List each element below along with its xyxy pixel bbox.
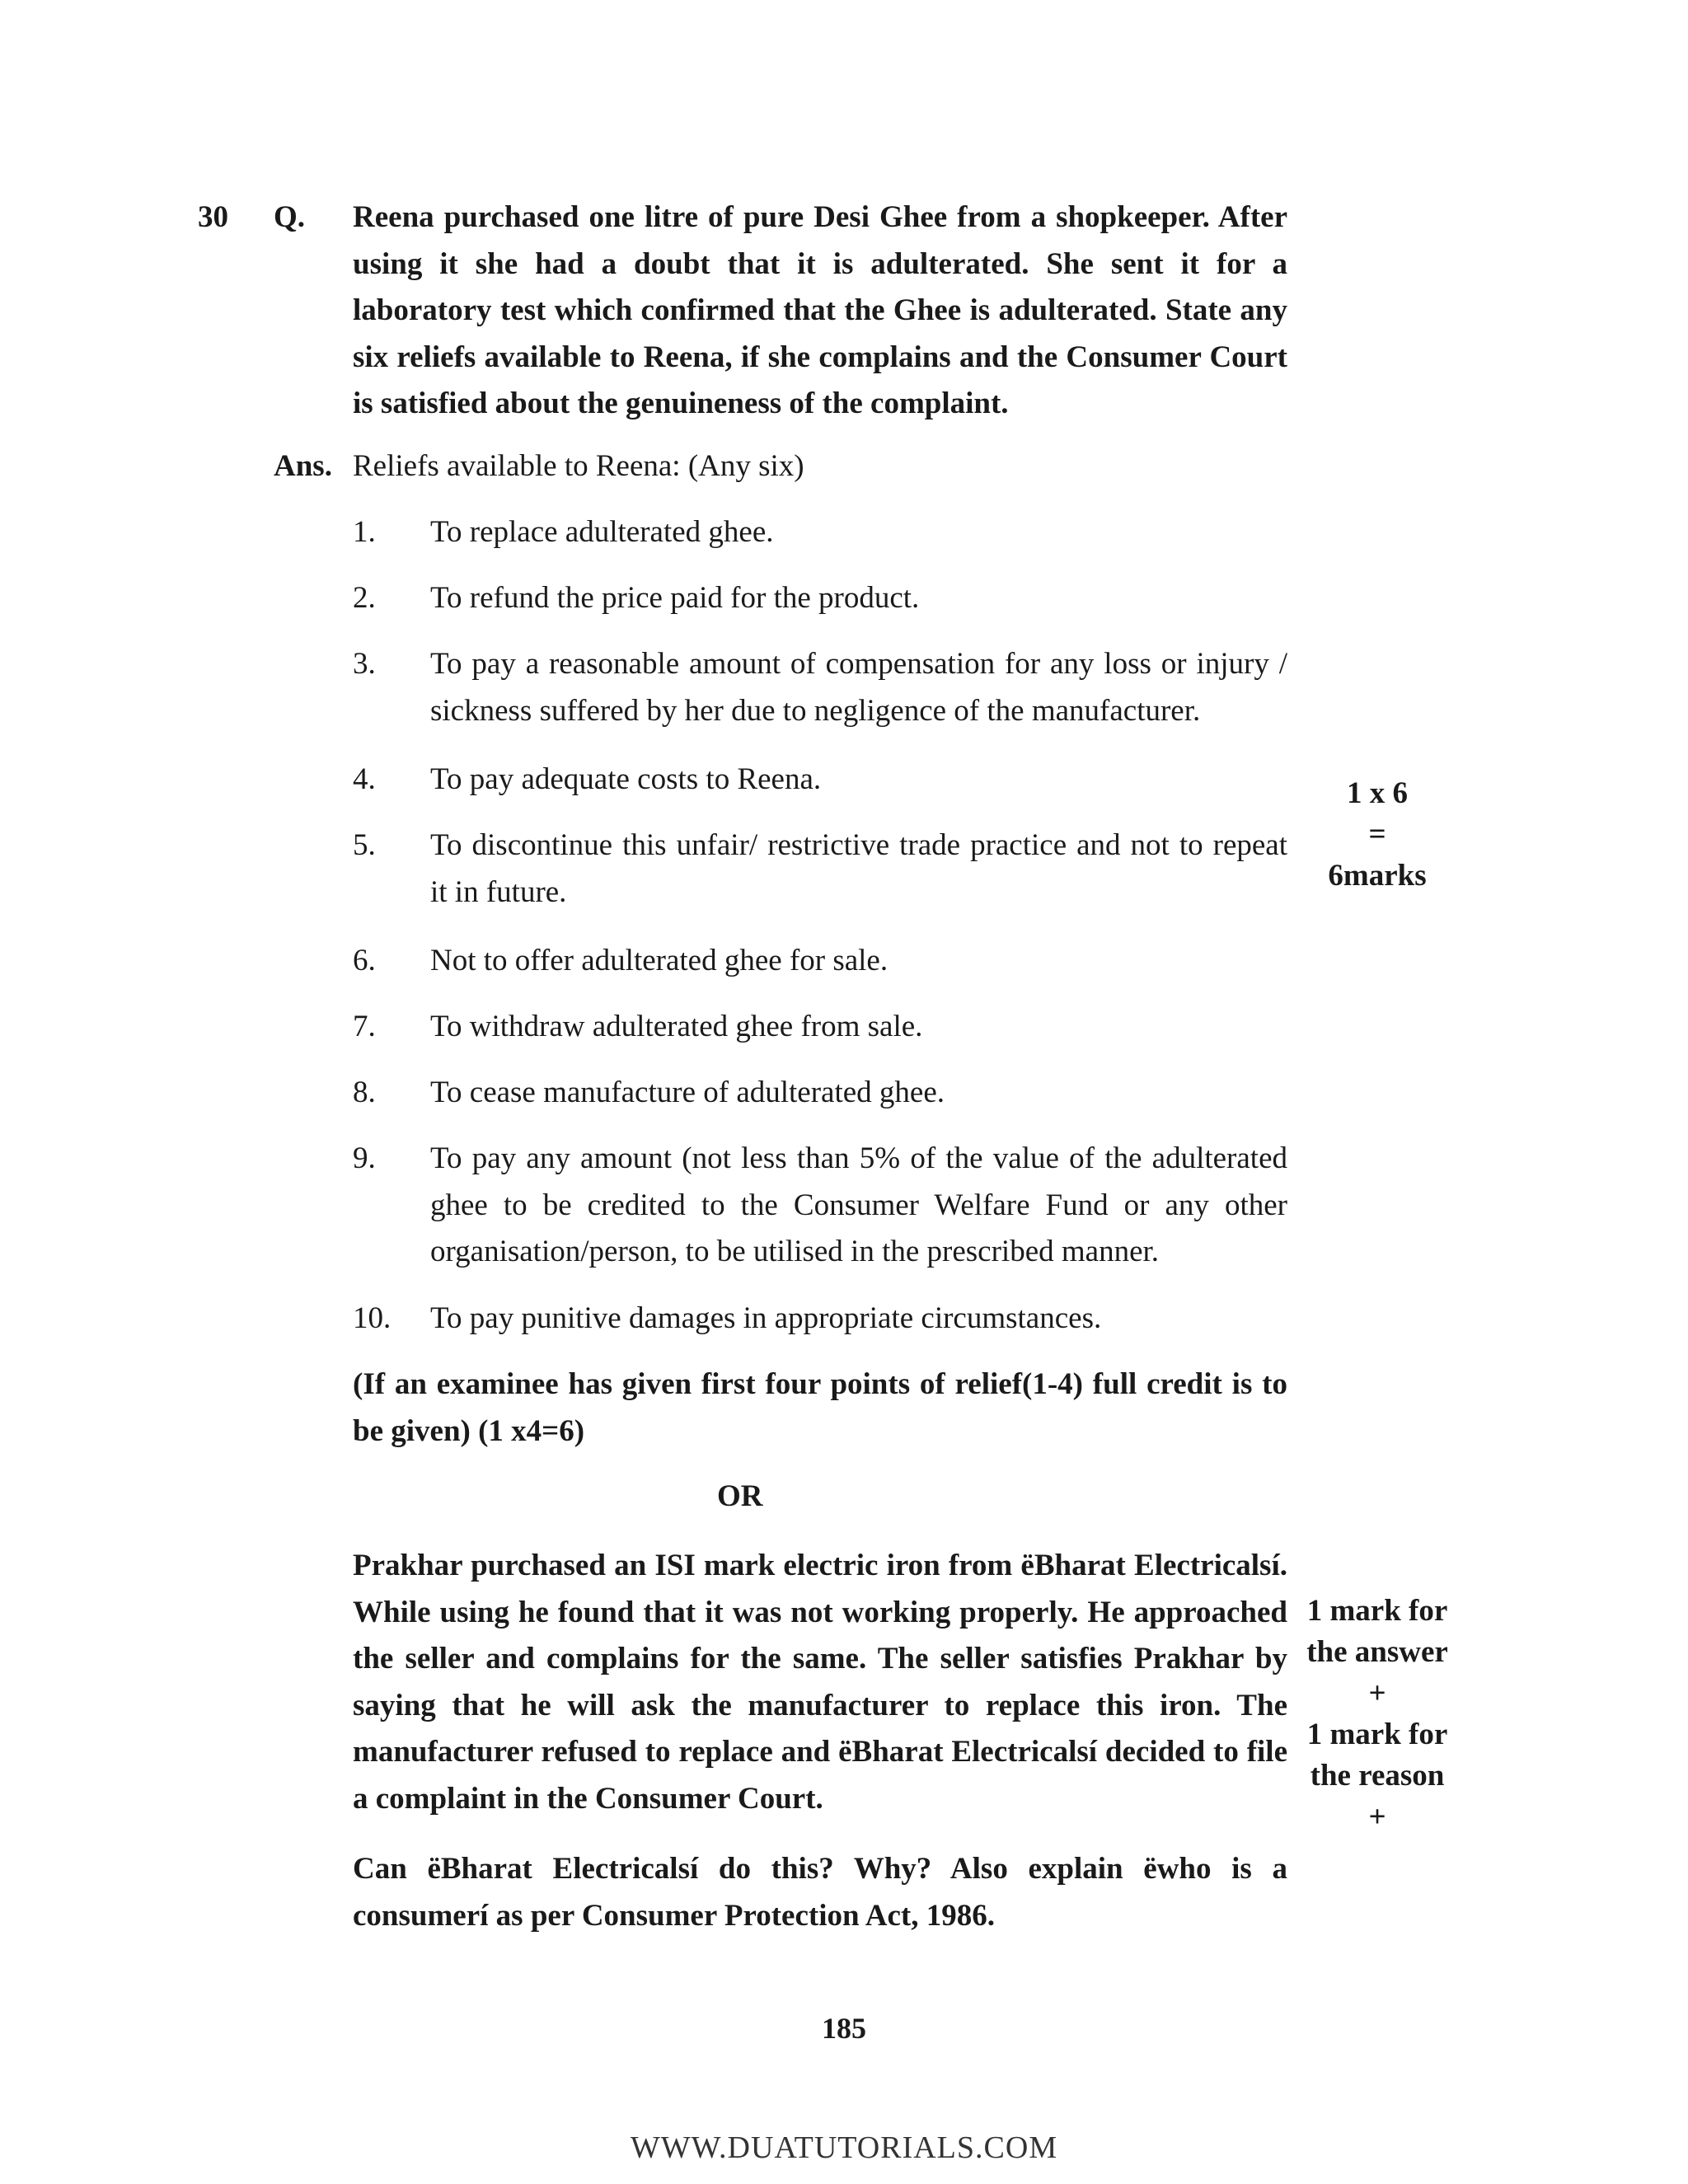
list-item <box>353 823 1287 916</box>
answer-intro: Reliefs available to Reena: (Any six) <box>353 449 804 483</box>
marks-line: 1 mark for <box>1306 1594 1448 1628</box>
marks-annotation <box>1282 773 1472 897</box>
list-item-number: 4. <box>353 762 376 796</box>
list-item <box>353 1136 1287 1276</box>
alt-question-prompt: Can ëBharat Electricalsí do this? Why? Also explain ëwho is a consumerí as per Consumer Protection Act, 1986. <box>353 1852 1287 1933</box>
question-number: 30 <box>198 200 228 234</box>
or-separator: OR <box>717 1479 763 1513</box>
list-item-text: To refund the price paid for the product. <box>430 581 920 615</box>
list-item-text: To pay a reasonable amount of compensation for any loss or injury / sickness suffered by her due to negligence of the manufacturer. <box>430 647 1287 728</box>
marks-line: + <box>1368 1676 1386 1710</box>
list-item-text: To pay adequate costs to Reena. <box>430 762 822 796</box>
list-item-text: To cease manufacture of adulterated ghee. <box>430 1076 945 1109</box>
question-label: Q. <box>274 200 306 234</box>
list-item-text: To pay punitive damages in appropriate circumstances. <box>430 1301 1102 1335</box>
list-item-text: To pay any amount (not less than 5% of the value of the adulterated ghee to be credited to the Consumer Welfare Fund or any other organisation/person, to be utilised in the prescribed manner. <box>430 1141 1287 1268</box>
marks-line: + <box>1368 1800 1386 1834</box>
list-item-number: 1. <box>353 515 376 549</box>
question-text: Reena purchased one litre of pure Desi Ghee from a shopkeeper. After using it she had a doubt that it is adulterated. She sent it for a laboratory test which confirmed that the Ghee is adulterated. State any six reliefs available to Reena, if she complains and the Consumer Court is satisfied about the genuineness of the complaint. <box>353 200 1287 420</box>
list-item <box>353 575 1287 622</box>
list-item-number: 3. <box>353 647 376 681</box>
list-item-number: 10. <box>353 1301 392 1335</box>
list-item-number: 6. <box>353 944 376 977</box>
credit-note: (If an examinee has given first four points of relief(1-4) full credit is to be given) (1 x4=6) <box>353 1367 1287 1448</box>
list-item <box>353 509 1287 556</box>
list-item <box>353 1070 1287 1117</box>
list-item-text: Not to offer adulterated ghee for sale. <box>430 944 889 977</box>
list-item <box>353 641 1287 734</box>
marks-line: = <box>1368 818 1386 851</box>
page-number: 185 <box>822 2012 866 2045</box>
list-item-number: 7. <box>353 1010 376 1043</box>
list-item <box>353 757 1287 804</box>
list-item-number: 2. <box>353 581 376 615</box>
marks-line: 6marks <box>1328 859 1427 893</box>
list-item-text: To replace adulterated ghee. <box>430 515 774 549</box>
list-item <box>353 1004 1287 1051</box>
list-item-text: To withdraw adulterated ghee from sale. <box>430 1010 923 1043</box>
list-item-number: 8. <box>353 1076 376 1109</box>
list-item-number: 5. <box>353 828 376 862</box>
list-item <box>353 938 1287 985</box>
list-item-number: 9. <box>353 1141 376 1175</box>
marks-line: 1 mark for <box>1306 1718 1448 1751</box>
list-item-text: To discontinue this unfair/ restrictive trade practice and not to repeat it in future. <box>430 828 1287 909</box>
marks-annotation <box>1282 1591 1472 1838</box>
marks-line: the reason <box>1310 1759 1445 1793</box>
answer-label: Ans. <box>274 449 332 483</box>
list-item <box>353 1296 1287 1343</box>
marks-line: 1 x 6 <box>1347 776 1408 810</box>
alt-question-text: Prakhar purchased an ISI mark electric iron from ëBharat Electricalsí. While using he found that it was not working properly. He approached the seller and complains for the same. The seller satisfies Prakhar by saying that he will ask the manufacturer to replace this iron. The manufacturer refused to replace and ëBharat Electricalsí decided to file a complaint in the Consumer Court. <box>353 1549 1287 1816</box>
marks-line: the answer <box>1306 1635 1448 1669</box>
footer-url: WWW.DUATUTORIALS.COM <box>630 2130 1058 2165</box>
